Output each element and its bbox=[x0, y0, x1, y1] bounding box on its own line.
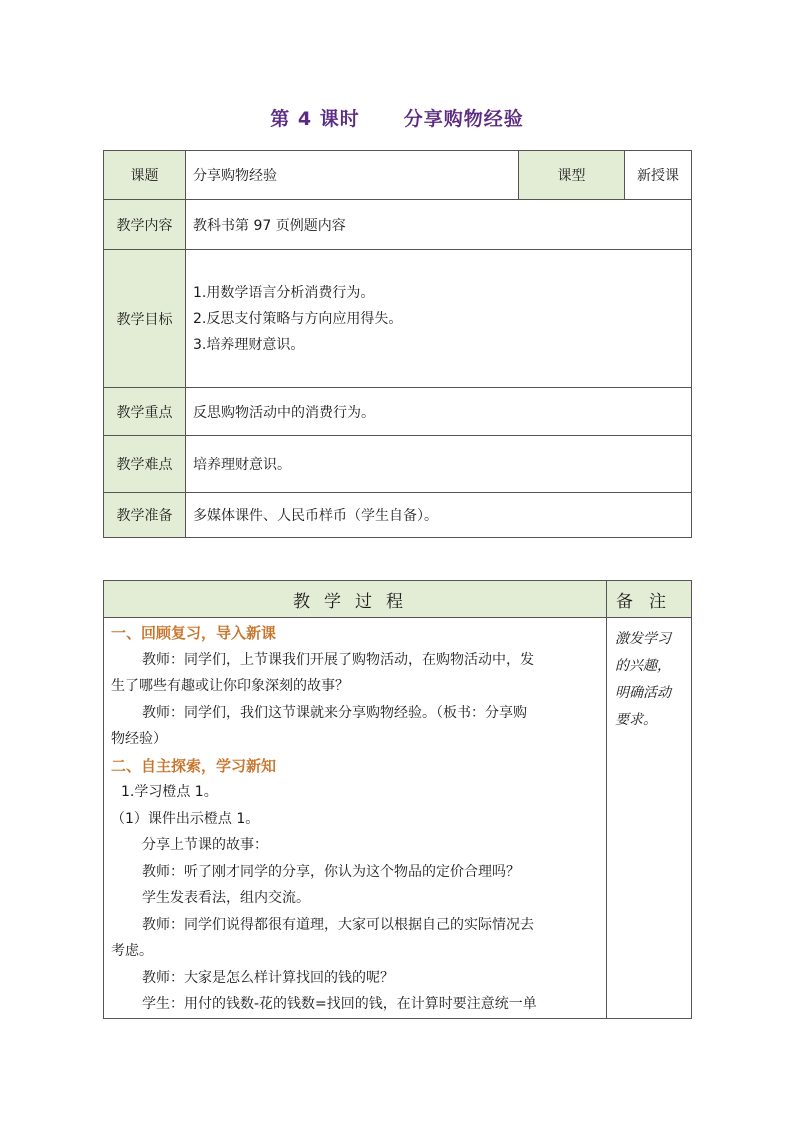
section-heading-2: 二、自主探索，学习新知 bbox=[111, 756, 277, 775]
difficulty-label: 教学难点 bbox=[104, 436, 186, 493]
lesson-info-table bbox=[103, 150, 692, 538]
goals-list bbox=[186, 250, 692, 388]
goal-item: 2.反思支付策略与方向应用得失。 bbox=[193, 310, 403, 327]
paragraph: 学生发表看法，组内交流。 bbox=[142, 890, 310, 906]
process-body-row bbox=[104, 618, 692, 1019]
list-item: 1.学习橙点 1。 bbox=[121, 784, 218, 800]
type-label: 课型 bbox=[519, 151, 625, 200]
process-content bbox=[104, 618, 607, 1019]
page-title bbox=[0, 104, 794, 131]
type-value: 新授课 bbox=[625, 151, 692, 200]
goal-item: 1.用数学语言分析消费行为。 bbox=[193, 284, 375, 301]
paragraph: 教师：同学们，上节课我们开展了购物活动，在购物活动中，发 bbox=[142, 651, 534, 668]
focus-label: 教学重点 bbox=[104, 388, 186, 436]
lesson-number: 第 4 课时 bbox=[270, 108, 360, 130]
prep-row bbox=[104, 493, 692, 538]
paragraph: 教师：同学们，我们这节课就来分享购物经验。（板书：分享购 bbox=[142, 704, 527, 721]
topic-label: 课题 bbox=[104, 151, 186, 200]
focus-row bbox=[104, 388, 692, 436]
remark-line: 激发学习 bbox=[615, 631, 671, 647]
difficulty-value: 培养理财意识。 bbox=[186, 436, 692, 493]
focus-value: 反思购物活动中的消费行为。 bbox=[186, 388, 692, 436]
section-heading-1: 一、回顾复习，导入新课 bbox=[111, 624, 277, 642]
content-value: 教科书第 97 页例题内容 bbox=[186, 200, 692, 250]
topic-value: 分享购物经验 bbox=[186, 151, 519, 200]
goals-label: 教学目标 bbox=[104, 250, 186, 388]
paragraph: 学生：用付的钱数-花的钱数=找回的钱，在计算时要注意统一单 bbox=[142, 996, 537, 1012]
paragraph: 教师：大家是怎么样计算找回的钱的呢？ bbox=[142, 969, 394, 986]
process-header: 教学过程 bbox=[104, 581, 607, 618]
remark-line: 要求。 bbox=[615, 712, 657, 728]
remark-header: 备注 bbox=[607, 581, 692, 618]
paragraph: 教师：听了刚才同学的分享，你认为这个物品的定价合理吗？ bbox=[142, 863, 520, 880]
paragraph: 分享上节课的故事： bbox=[142, 837, 268, 853]
process-header-row bbox=[104, 581, 692, 618]
content-row bbox=[104, 200, 692, 250]
paragraph-continued: 生了哪些有趣或让你印象深刻的故事？ bbox=[111, 678, 349, 694]
paragraph-continued: 物经验） bbox=[111, 731, 167, 747]
prep-value: 多媒体课件、人民币样币（学生自备）。 bbox=[186, 493, 692, 538]
paragraph-continued: 考虑。 bbox=[111, 943, 153, 959]
goal-item: 3.培养理财意识。 bbox=[193, 336, 305, 353]
topic-row bbox=[104, 151, 692, 200]
paragraph: 教师：同学们说得都很有道理，大家可以根据自己的实际情况去 bbox=[142, 916, 534, 933]
remark-cell bbox=[607, 618, 692, 1019]
remark-line: 明确活动 bbox=[615, 685, 671, 701]
remark-line: 的兴趣， bbox=[615, 658, 671, 674]
list-item: （1）课件出示橙点 1。 bbox=[111, 810, 260, 827]
content-label: 教学内容 bbox=[104, 200, 186, 250]
prep-label: 教学准备 bbox=[104, 493, 186, 538]
teaching-process-table bbox=[103, 580, 692, 1019]
goals-row bbox=[104, 250, 692, 388]
difficulty-row bbox=[104, 436, 692, 493]
lesson-name: 分享购物经验 bbox=[403, 108, 524, 130]
